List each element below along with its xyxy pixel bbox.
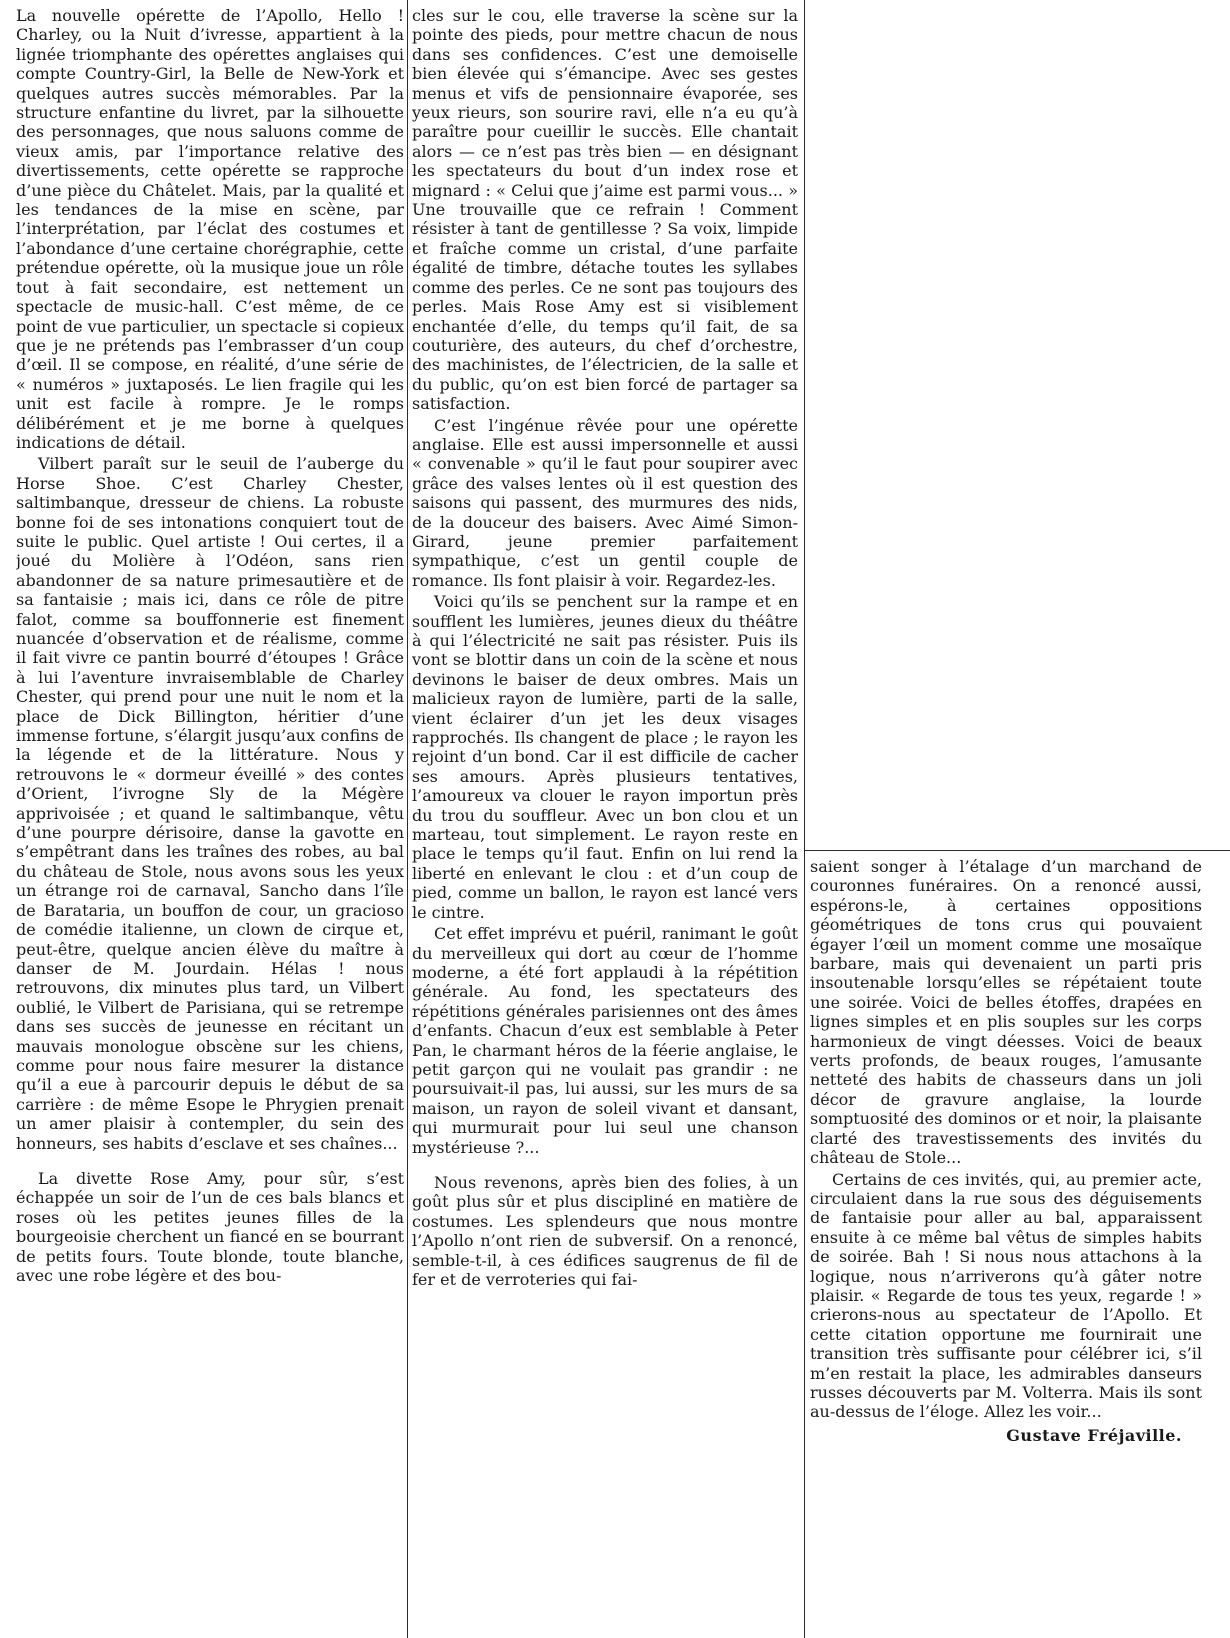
paragraph: Voici qu’ils se penchent sur la rampe et en soufflent les lumières, jeunes dieux du théâtre à qui l’électricité ne sait pas résister. Puis ils vont se blottir dans un coin de la scène et nous devinons le baiser de deux ombres. Mais un malicieux rayon de lumière, parti de la salle, vient éclairer d’un jet les deux visages rapprochés. Ils changent de place ; le rayon les rejoint d’un bond. Car il est difficile de cacher ses amours. Après plusieurs tentatives, l’amoureux va clouer le rayon importun près du trou du souffleur. Avec un bon clou et un marteau, tout simplement. Le rayon reste en place le temps qu’il faut. Enfin on lui rend la liberté en enlevant le clou : et d’un coup de pied, comme un ballon, le rayon est lancé vers le cintre. xyxy=(412,592,798,922)
article-column-2 xyxy=(412,6,798,1632)
paragraph: Vilbert paraît sur le seuil de l’auberge du Horse Shoe. C’est Charley Chester, saltimbanque, dresseur de chiens. La robuste bonne foi de ses intonations conquiert tout de suite le public. Quel artiste ! Oui certes, il a joué du Molière à l’Odéon, sans rien abandonner de sa nature primesautière et de sa fantaisie ; mais ici, dans ce rôle de pitre falot, comme sa bouffonnerie est finement nuancée d’observation et de réalisme, comme il fait vivre ce pantin bourré d’étoupes ! Grâce à lui l’aventure invraisemblable de Charley Chester, qui prend pour une nuit le nom et la place de Dick Billington, héritier d’une immense fortune, s’élargit jusqu’aux confins de la légende et de la littérature. Nous y retrouvons le « dormeur éveillé » des contes d’Orient, l’ivrogne Sly de la Mégère apprivoisée ; et quand le saltimbanque, vêtu d’une pourpre dérisoire, danse la gavotte en s’empêtrant dans les traînes des robes, au bal du château de Stole, nous avons sous les yeux un étrange roi de carnaval, Sancho dans l’île de Barataria, un bouffon de cour, un gracioso de comédie italienne, un clown de cirque et, peut-être, quelque ancien élève du maître à danser de M. Jourdain. Hélas ! nous retrouvons, dix minutes plus tard, un Vilbert oublié, le Vilbert de Parisiana, qui se retrempe dans ses succès de jeunesse en récitant un mauvais monologue obscène sur les chiens, comme pour nous faire mesurer la distance qu’il a eue à parcourir depuis le début de sa carrière : de même Esope le Phrygien prenait un amer plaisir à contempler, du sein des honneurs, ses habits d’esclave et ses chaînes... xyxy=(16,454,404,1153)
paragraph: saient songer à l’étalage d’un marchand de couronnes funéraires. On a renoncé aussi, espérons-le, à certaines oppositions géométriques de tons crus qui pouvaient égayer l’œil un moment comme une mosaïque barbare, mais qui devenaient un parti pris insoutenable lorsqu’elles se répétaient toute une soirée. Voici de belles étoffes, drapées en lignes simples et en plis souples sur les corps harmonieux de vingt déesses. Voici de beaux verts profonds, de beaux rouges, l’amusante netteté des habits de chasseurs dans un joli décor de gravure anglaise, la lourde somptuosité des dominos or et noir, la plaisante clarté des travestissements des invités du château de Stole... xyxy=(810,857,1202,1168)
column-rule-horizontal xyxy=(804,850,1230,851)
article-column-1 xyxy=(16,6,404,1632)
column-rule-left xyxy=(407,0,408,1638)
paragraph: La divette Rose Amy, pour sûr, s’est échappée un soir de l’un de ces bals blancs et roses où les petites jeunes filles de la bourgeoisie cherchent un fiancé en se bourrant de petits fours. Toute blonde, toute blanche, avec une robe légère et des bou- xyxy=(16,1168,404,1285)
paragraph: La nouvelle opérette de l’Apollo, Hello ! Charley, ou la Nuit d’ivresse, appartient à la lignée triomphante des opérettes anglaises qui compte Country-Girl, la Belle de New-York et quelques autres succès mémorables. Par la structure enfantine du livret, par la silhouette des personnages, que nous saluons comme de vieux amis, par l’importance relative des divertissements, cette opérette se rapproche d’une pièce du Châtelet. Mais, par la qualité et les tendances de la mise en scène, par l’interprétation, par l’éclat des costumes et l’abondance d’une certaine chorégraphie, cette prétendue opérette, où la musique joue un rôle tout à fait secondaire, est nettement un spectacle de music-hall. C’est même, de ce point de vue particulier, un spectacle si copieux que je ne prétends pas l’embrasser d’un coup d’œil. Il se compose, en réalité, d’une série de « numéros » juxtaposés. Le lien fragile qui les unit est facile à rompre. Je le romps délibérément et je me borne à quelques indications de détail. xyxy=(16,6,404,452)
article-column-3 xyxy=(810,857,1202,1632)
paragraph: Certains de ces invités, qui, au premier acte, circulaient dans la rue sous des déguisements de fantaisie pour aller au bal, apparaissent ensuite à ce même bal vêtus de simples habits de soirée. Bah ! Si nous nous attachons à la logique, nous n’arriverons qu’à gâter notre plaisir. « Regarde de tous tes yeux, regarde ! » crierons-nous au spectateur de l’Apollo. Et cette citation opportune me fournirait une transition très suffisante pour célébrer ici, s’il m’en restait la place, les admirables danseurs russes découverts par M. Volterra. Mais ils sont au-dessus de l’éloge. Allez les voir... xyxy=(810,1169,1202,1422)
paragraph: Cet effet imprévu et puéril, ranimant le goût du merveilleux qui dort au cœur de l’homme moderne, a été fort applaudi à la répétition générale. Au fond, les spectateurs des répétitions générales parisiennes ont des âmes d’enfants. Chacun d’eux est semblable à Peter Pan, le charmant héros de la féerie anglaise, le petit garçon qui ne voulait pas grandir : ne poursuivait-il pas, lui aussi, sur les murs de sa maison, un rayon de soleil vivant et dansant, qui murmurait pour lui seul une chanson mystérieuse ?... xyxy=(412,924,798,1157)
column-rule-right xyxy=(804,0,805,1638)
paragraph: cles sur le cou, elle traverse la scène sur la pointe des pieds, pour mettre chacun de nous dans ses confidences. C’est une demoiselle bien élevée qui s’émancipe. Avec ses gestes menus et vifs de pensionnaire évaporée, ses yeux rieurs, son sourire ravi, elle n’a eu qu’à paraître pour cueillir le succès. Elle chantait alors — ce n’est pas très bien — en désignant les spectateurs du bout d’un index rose et mignard : « Celui que j’aime est parmi vous... » Une trouvaille que ce refrain ! Comment résister à tant de gentillesse ? Sa voix, limpide et fraîche comme un cristal, d’une parfaite égalité de timbre, détache toutes les syllabes comme des perles. Ce ne sont pas toujours des perles. Mais Rose Amy est si visiblement enchantée d’elle, du temps qu’il fait, de sa couturière, des auteurs, du chef d’orchestre, des machinistes, de l’électricien, de la salle et du public, qu’on est bien forcé de partager sa satisfaction. xyxy=(412,6,798,414)
paragraph: Nous revenons, après bien des folies, à un goût plus sûr et plus discipliné en matière de costumes. Les splendeurs que nous montre l’Apollo n’ont rien de subversif. On a renoncé, semble-t-il, à ces édifices saugrenus de fil de fer et de verroteries qui fai- xyxy=(412,1172,798,1289)
author-signature: Gustave Fréjaville. xyxy=(1006,1425,1182,1445)
paragraph: C’est l’ingénue rêvée pour une opérette anglaise. Elle est aussi impersonnelle et aussi « convenable » qu’il le faut pour soupirer avec grâce des valses lentes où il est question des saisons qui passent, des murmures des nids, de la douceur des baisers. Avec Aimé Simon-Girard, jeune premier parfaitement sympathique, c’est un gentil couple de romance. Ils font plaisir à voir. Regardez-les. xyxy=(412,415,798,590)
